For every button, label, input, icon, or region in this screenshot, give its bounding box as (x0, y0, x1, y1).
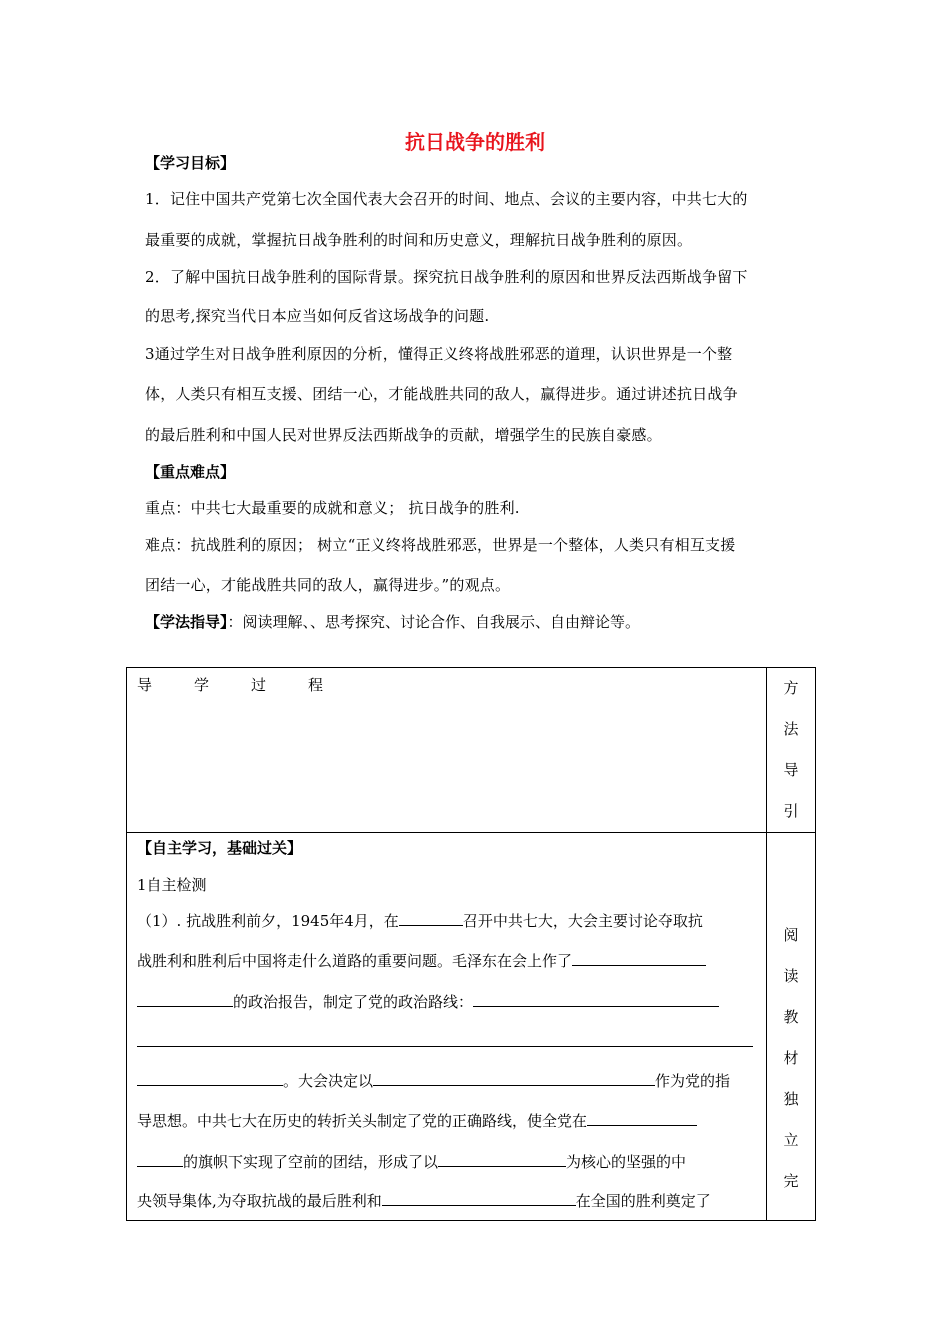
objective-1-line-2: 最重要的成就，掌握抗日战争胜利的时间和历史意义，理解抗日战争胜利的原因。 (145, 231, 693, 249)
side-header-char: 法 (783, 720, 799, 738)
side-header-char: 引 (783, 802, 799, 820)
question-1-line-7 (137, 1151, 686, 1172)
blank-field[interactable] (382, 1190, 576, 1206)
question-1-line-4 (137, 1031, 753, 1051)
self-check-heading: 1自主检测 (137, 876, 207, 894)
keypoints-focus: 重点：中共七大最重要的成就和意义； 抗日战争的胜利. (145, 499, 520, 517)
objective-2-line-2: 的思考,探究当代日本应当如何反省这场战争的问题. (145, 307, 490, 325)
blank-field[interactable] (399, 910, 463, 926)
keypoints-difficulty-line-2: 团结一心，才能战胜共同的敌人，赢得进步。”的观点。 (145, 576, 511, 594)
blank-field[interactable] (137, 1070, 283, 1086)
objectives-heading: 【学习目标】 (145, 154, 236, 172)
process-header-cell (127, 668, 767, 833)
blank-field[interactable] (473, 991, 719, 1007)
page-title: 抗日战争的胜利 (405, 130, 545, 154)
process-header (137, 674, 365, 695)
question-1-line-6 (137, 1110, 697, 1131)
blank-field[interactable] (137, 1151, 183, 1167)
side-note-char: 读 (783, 967, 799, 985)
objective-1-line-1: 1．记住中国共产党第七次全国代表大会召开的时间、地点、会议的主要内容，中共七大的 (145, 190, 748, 208)
side-note-char: 教 (783, 1008, 799, 1026)
method-guide-note (767, 833, 816, 1221)
side-note-char: 立 (783, 1131, 799, 1149)
method-guidance (145, 611, 640, 632)
question-text: 央领导集体,为夺取抗战的最后胜利和 (137, 1192, 382, 1210)
question-text: 为核心的坚强的中 (566, 1153, 687, 1171)
objective-3-line-2: 体，人类只有相互支援、团结一心，才能战胜共同的敌人，赢得进步。通过讲述抗日战争 (145, 385, 738, 403)
side-note-char: 独 (783, 1090, 799, 1108)
keypoints-heading: 【重点难点】 (145, 463, 236, 481)
blank-field[interactable] (137, 1031, 753, 1047)
question-1-line-5 (137, 1070, 730, 1091)
process-header-char: 学 (194, 676, 210, 694)
question-text: 召开中共七大，大会主要讨论夺取抗 (462, 912, 703, 930)
question-text: 作为党的指 (655, 1072, 731, 1090)
side-note-char: 材 (783, 1049, 799, 1067)
objective-3-line-1: 3通过学生对日战争胜利原因的分析，懂得正义终将战胜邪恶的道理，认识世界是一个整 (145, 345, 733, 363)
question-text: 在全国的胜利奠定了 (575, 1192, 711, 1210)
self-study-cell (127, 833, 767, 1221)
side-note-char: 阅 (783, 926, 799, 944)
side-note-char: 完 (783, 1172, 799, 1190)
guided-learning-table (126, 667, 816, 1221)
objective-2-line-1: 2．了解中国抗日战争胜利的国际背景。探究抗日战争胜利的原因和世界反法西斯战争留下 (145, 268, 748, 286)
question-1-line-3 (137, 991, 719, 1012)
question-text: （1）. 抗战胜利前夕，1945年4月，在 (137, 912, 399, 930)
question-1-line-2 (137, 950, 706, 971)
blank-field[interactable] (373, 1070, 655, 1086)
side-header-char: 方 (783, 679, 799, 697)
method-guide-header (767, 668, 816, 833)
question-text: 战胜利和胜利后中国将走什么道路的重要问题。毛泽东在会上作了 (137, 952, 573, 970)
process-header-char: 导 (137, 676, 153, 694)
blank-field[interactable] (137, 991, 233, 1007)
blank-field[interactable] (587, 1110, 697, 1126)
side-header-char: 导 (783, 761, 799, 779)
process-header-char: 程 (308, 676, 324, 694)
process-header-char: 过 (251, 676, 267, 694)
question-text: 的政治报告，制定了党的政治路线： (233, 993, 474, 1011)
question-1-line-1 (137, 910, 703, 931)
question-text: 的旗帜下实现了空前的团结，形成了以 (183, 1153, 439, 1171)
blank-field[interactable] (438, 1151, 566, 1167)
self-study-heading: 【自主学习，基础过关】 (137, 839, 303, 857)
method-heading: 【学法指导】 (145, 613, 228, 631)
question-1-line-8 (137, 1190, 711, 1211)
objective-3-line-3: 的最后胜利和中国人民对世界反法西斯战争的贡献，增强学生的民族自豪感。 (145, 426, 662, 444)
method-text: ：阅读理解、、思考探究、讨论合作、自我展示、自由辩论等。 (227, 613, 641, 631)
question-text: 导思想。中共七大在历史的转折关头制定了党的正确路线，使全党在 (137, 1112, 588, 1130)
blank-field[interactable] (572, 950, 706, 966)
keypoints-difficulty-line-1: 难点：抗战胜利的原因； 树立“正义终将战胜邪恶，世界是一个整体，人类只有相互支援 (145, 536, 736, 554)
question-text: 。大会决定以 (283, 1072, 374, 1090)
